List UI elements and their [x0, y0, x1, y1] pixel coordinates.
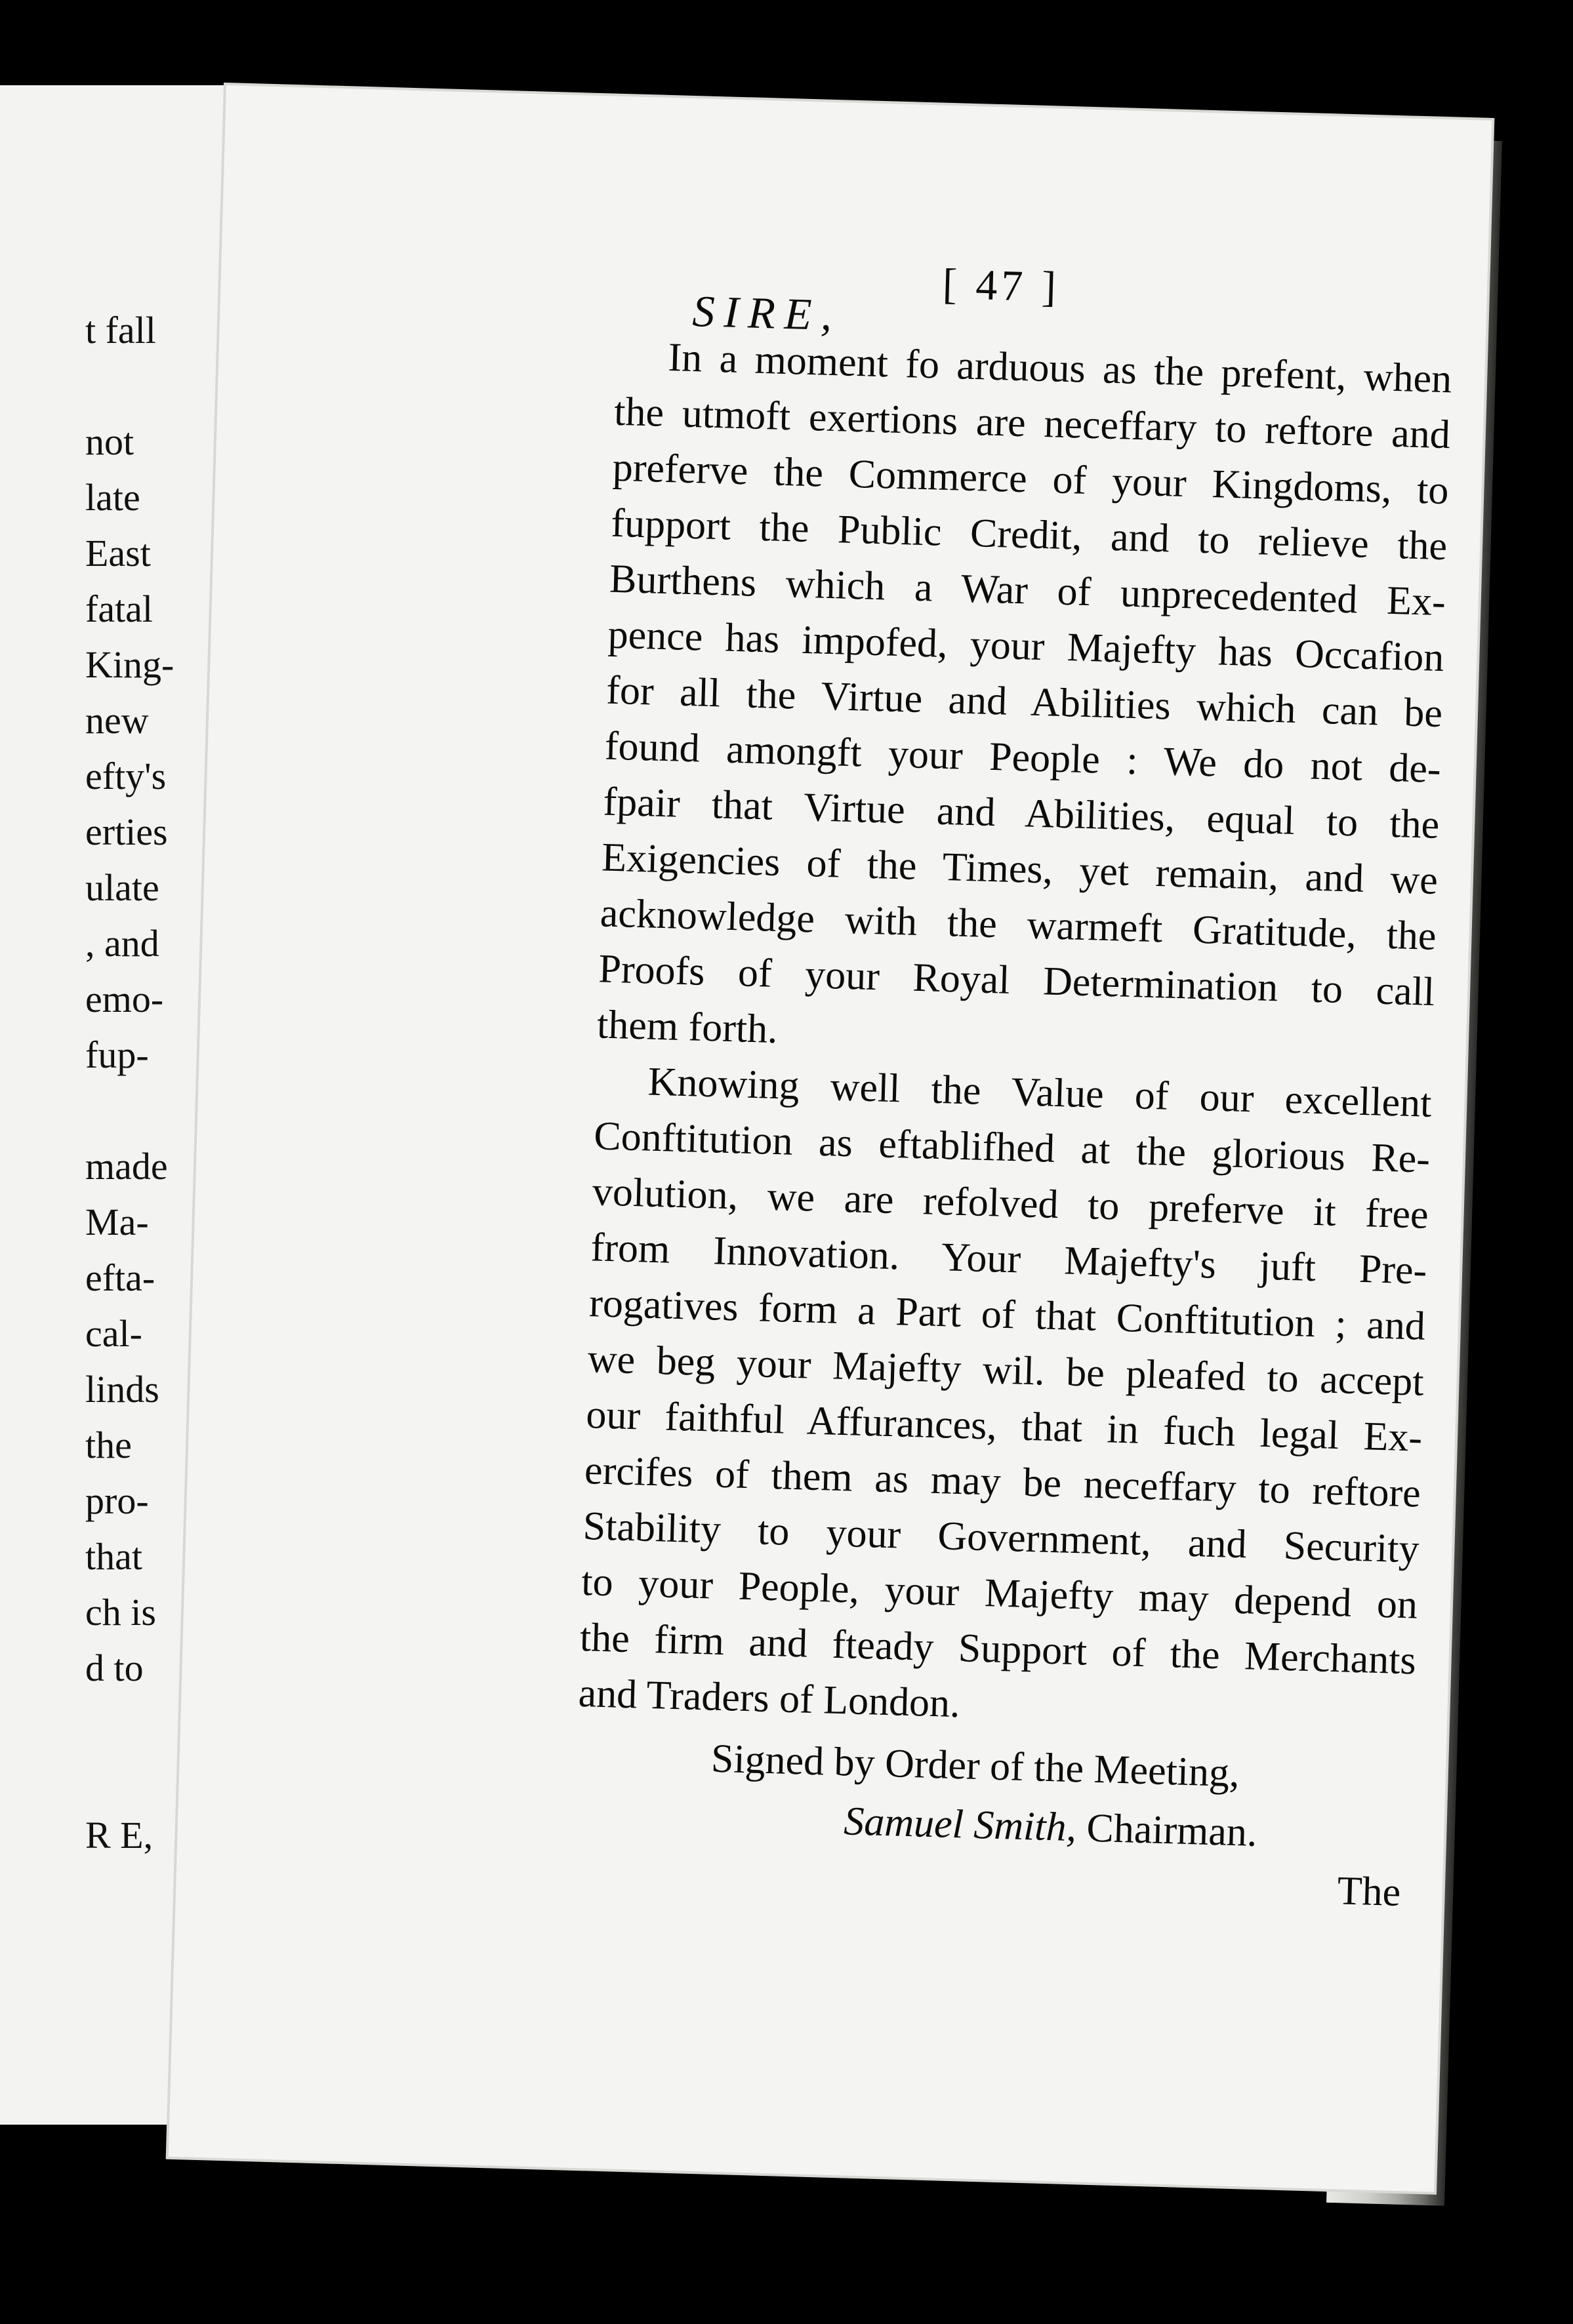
- text-line: from Innovation. Your Majefty's juft Pre-: [590, 1225, 1428, 1293]
- text-line: the firm and fteady Support of the Merchants: [579, 1614, 1417, 1683]
- signature-line: [843, 1798, 1257, 1856]
- text-line: ercifes of them as may be neceffary to reftore: [584, 1448, 1421, 1516]
- facing-page-line: King-: [85, 643, 174, 686]
- facing-page-line: cal-: [85, 1312, 142, 1355]
- facing-page-line: East: [85, 532, 151, 574]
- facing-page-line: d to: [85, 1647, 144, 1689]
- text-line: fupport the Public Credit, and to relieve the: [610, 500, 1448, 569]
- text-line: Stability to your Government, and Security: [582, 1504, 1420, 1572]
- facing-page-line: t fall: [85, 309, 156, 351]
- facing-page-line: linds: [85, 1368, 159, 1411]
- facing-page-line: made: [85, 1145, 168, 1188]
- text-line: the utmoft exertions are neceffary to reftore and: [613, 389, 1451, 458]
- text-line: Exigencies of the Times, yet remain, and we: [601, 835, 1439, 904]
- text-line: In a moment fo arduous as the prefent, when: [667, 334, 1453, 402]
- facing-page-line: , and: [85, 922, 159, 965]
- text-line: and Traders of London.: [577, 1670, 961, 1727]
- text-line: acknowledge with the warmeft Gratitude, the: [600, 891, 1437, 959]
- signer-title: Chairman.: [1086, 1805, 1258, 1855]
- text-line: fpair that Virtue and Abilities, equal to the: [602, 779, 1440, 848]
- facing-page-line: efta-: [85, 1256, 155, 1299]
- signed-line: Signed by Order of the Meeting,: [710, 1736, 1240, 1796]
- facing-page-line: efty's: [85, 755, 167, 797]
- facing-page-line: emo-: [85, 978, 164, 1020]
- facing-page-line: fup-: [85, 1033, 149, 1076]
- page-content: [384, 90, 1453, 1915]
- facing-page-line: ch is: [85, 1591, 156, 1633]
- text-line: preferve the Commerce of your Kingdoms, to: [612, 445, 1450, 513]
- main-page: [169, 85, 1492, 2192]
- text-line: we beg your Majefty wil. be pleafed to accept: [587, 1336, 1425, 1405]
- catchword: The: [1336, 1868, 1402, 1915]
- text-line: Knowing well the Value of our excellent: [647, 1059, 1433, 1126]
- text-line: them forth.: [596, 1002, 779, 1052]
- facing-page-line: not: [85, 420, 134, 463]
- facing-page-line: fatal: [85, 588, 153, 630]
- text-line: to your People, your Majefty may depend on: [581, 1559, 1418, 1628]
- facing-page-line: Ma-: [85, 1201, 149, 1243]
- salutation: SIRE,: [691, 285, 842, 340]
- facing-page-line: late: [85, 476, 140, 519]
- text-line: volution, we are refolved to preferve it free: [592, 1169, 1429, 1237]
- facing-page-line: that: [85, 1535, 142, 1578]
- text-line: found amongft your People : We do not de-: [604, 723, 1442, 792]
- facing-page-line: pro-: [85, 1479, 149, 1522]
- text-line: for all the Virtue and Abilities which can be: [605, 668, 1443, 736]
- text-line: rogatives form a Part of that Conftitution ; and: [588, 1281, 1426, 1349]
- facing-page-line: new: [85, 699, 149, 742]
- signer-name: Samuel Smith,: [843, 1799, 1078, 1851]
- facing-page-line: the: [85, 1424, 132, 1466]
- page-number: [ 47 ]: [941, 260, 1061, 311]
- text-line: our faithful Affurances, that in fuch legal Ex-: [585, 1392, 1423, 1460]
- text-line: Proofs of your Royal Determination to call: [598, 946, 1436, 1014]
- text-line: pence has impofed, your Majefty has Occafion: [607, 612, 1445, 681]
- text-line: Burthens which a War of unprecedented Ex-: [609, 556, 1446, 625]
- text-line: Conftitution as eftablifhed at the glorious Re-: [593, 1113, 1431, 1182]
- facing-page-line: R E,: [85, 1814, 153, 1856]
- facing-page-line: erties: [85, 811, 168, 853]
- facing-page-line: ulate: [85, 866, 159, 909]
